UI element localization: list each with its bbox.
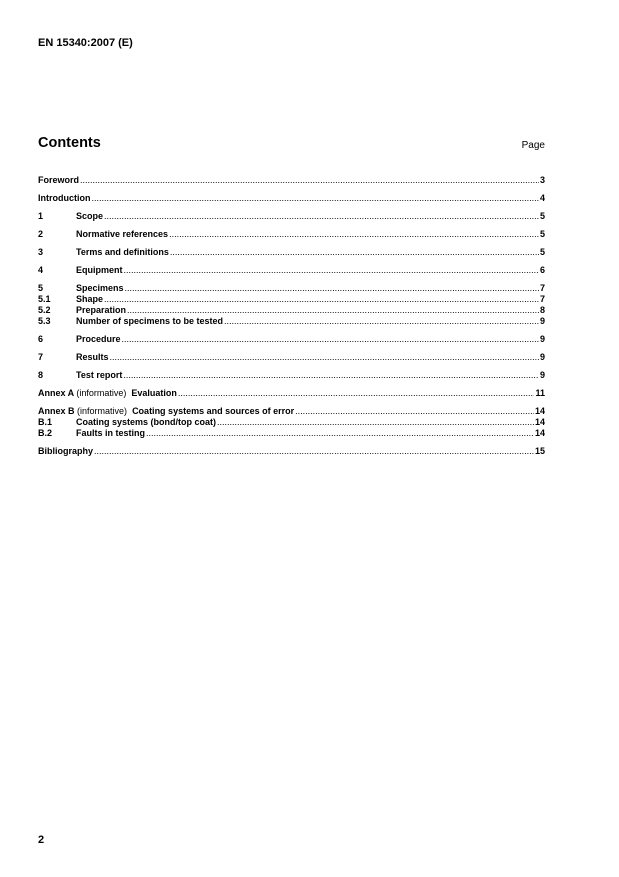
toc-entry-title-text: Faults in testing [76,428,146,438]
toc-entry-number: 5.3 [38,316,51,326]
toc-entry-page: 9 [539,370,545,380]
toc-entry-annex-type: (informative) [77,406,128,416]
toc-dot-leader [224,316,539,327]
toc-entry-page: 9 [539,334,545,344]
toc-dot-leader [217,417,534,428]
toc-entry-title [76,417,216,428]
toc-entry-page: 14 [534,428,545,438]
toc-entry-page: 14 [534,406,545,416]
toc-entry-page: 4 [539,193,545,203]
toc-entry[interactable] [38,229,545,240]
toc-entry-title-text: Specimens [76,283,124,293]
toc-entry-title-text: Scope [76,211,104,221]
toc-entry-number: 7 [38,352,44,362]
toc-entry-title-text: Introduction [38,193,91,203]
toc-dot-leader [92,193,539,204]
toc-entry[interactable] [38,334,545,345]
toc-entry-title-text: Foreword [38,175,80,185]
toc-entry-page: 14 [534,417,545,427]
toc-entry[interactable] [38,446,545,457]
toc-entry-title [76,229,168,240]
toc-entry-page: 11 [535,388,545,398]
page-column-label: Page [521,140,545,151]
toc-entry-title [38,446,93,457]
toc-entry-number: 4 [38,265,44,275]
toc-dot-leader [127,305,539,316]
toc-dot-leader [169,229,539,240]
toc-entry-number: B.2 [38,428,53,438]
toc-dot-leader [122,334,539,345]
toc-entry[interactable] [38,316,545,327]
footer-page-number: 2 [38,834,45,846]
toc-entry[interactable] [38,211,545,222]
toc-entry[interactable] [38,370,545,381]
toc-entry-title [38,406,294,417]
toc-dot-leader [125,283,539,294]
toc-entry-number: 1 [38,211,44,221]
toc-entry[interactable] [38,294,545,305]
toc-entry-number: 6 [38,334,44,344]
toc-entry-title-text: Coating systems (bond/top coat) [76,417,217,427]
toc-entry-title-text: Preparation [76,305,127,315]
toc-entry-title [38,388,177,399]
toc-entry-title-text: Terms and definitions [76,247,169,257]
toc-entry[interactable] [38,428,545,439]
toc-entry-title [76,247,169,258]
toc-entry[interactable] [38,193,545,204]
toc-entry-title-text: Shape [76,294,104,304]
toc-entry[interactable] [38,417,545,428]
toc-entry[interactable] [38,388,545,399]
toc-entry-title [76,265,123,276]
toc-entry[interactable] [38,175,545,186]
toc-entry-title-text: Procedure [76,334,121,344]
toc-entry-annex-type: (informative) [76,388,127,398]
toc-entry-title-text: Number of specimens to be tested [76,316,224,326]
toc-entry[interactable] [38,265,545,276]
toc-entry-title [76,211,103,222]
toc-entry-page: 7 [539,283,545,293]
toc-dot-leader [123,370,539,381]
document-header: EN 15340:2007 (E) [38,37,133,49]
toc-entry-number: 2 [38,229,44,239]
toc-dot-leader [104,294,539,305]
toc-entry-title-text: Test report [76,370,123,380]
toc-entry[interactable] [38,352,545,363]
toc-entry-page: 7 [539,294,545,304]
toc-entry-title [76,334,121,345]
toc-entry-title-text: Bibliography [38,446,94,456]
toc-entry-title-text: Normative references [76,229,169,239]
toc-entry-page: 5 [539,229,545,239]
toc-entry-page: 3 [539,175,545,185]
toc-entry-title [76,283,124,294]
toc-entry-title-text: Annex B [38,406,75,416]
toc-dot-leader [80,175,539,186]
toc-entry-number: 5 [38,283,44,293]
toc-entry-title-text: Annex A [38,388,74,398]
toc-dot-leader [110,352,539,363]
toc-entry-page: 8 [539,305,545,315]
toc-entry-title-text: Results [76,352,109,362]
table-of-contents [38,175,545,457]
toc-dot-leader [170,247,539,258]
toc-entry-page: 15 [534,446,545,456]
toc-entry-title [38,175,79,186]
toc-dot-leader [146,428,534,439]
toc-entry-annex-title: Evaluation [131,388,177,398]
toc-entry-number: 5.1 [38,294,51,304]
toc-dot-leader [104,211,539,222]
toc-entry-title [76,428,145,439]
toc-entry-number: 8 [38,370,44,380]
toc-entry-title [76,305,126,316]
toc-entry-page: 6 [539,265,545,275]
toc-entry[interactable] [38,305,545,316]
toc-dot-leader [94,446,534,457]
toc-entry[interactable] [38,406,545,417]
toc-entry-number: 5.2 [38,305,51,315]
toc-entry[interactable] [38,247,545,258]
toc-entry-title [76,316,223,327]
contents-title: Contents [38,135,101,151]
toc-entry-page: 9 [539,316,545,326]
toc-entry-annex-title: Coating systems and sources of error [132,406,295,416]
toc-entry-title [76,370,122,381]
toc-entry-title-text: Equipment [76,265,123,275]
toc-entry-page: 9 [539,352,545,362]
toc-entry-page: 5 [539,247,545,257]
toc-entry-page: 5 [539,211,545,221]
toc-dot-leader [178,388,535,399]
toc-entry-title [76,294,103,305]
toc-dot-leader [124,265,539,276]
toc-entry-title [38,193,91,204]
toc-entry-number: 3 [38,247,44,257]
toc-entry[interactable] [38,283,545,294]
toc-entry-number: B.1 [38,417,53,427]
toc-dot-leader [295,406,534,417]
toc-entry-title [76,352,109,363]
